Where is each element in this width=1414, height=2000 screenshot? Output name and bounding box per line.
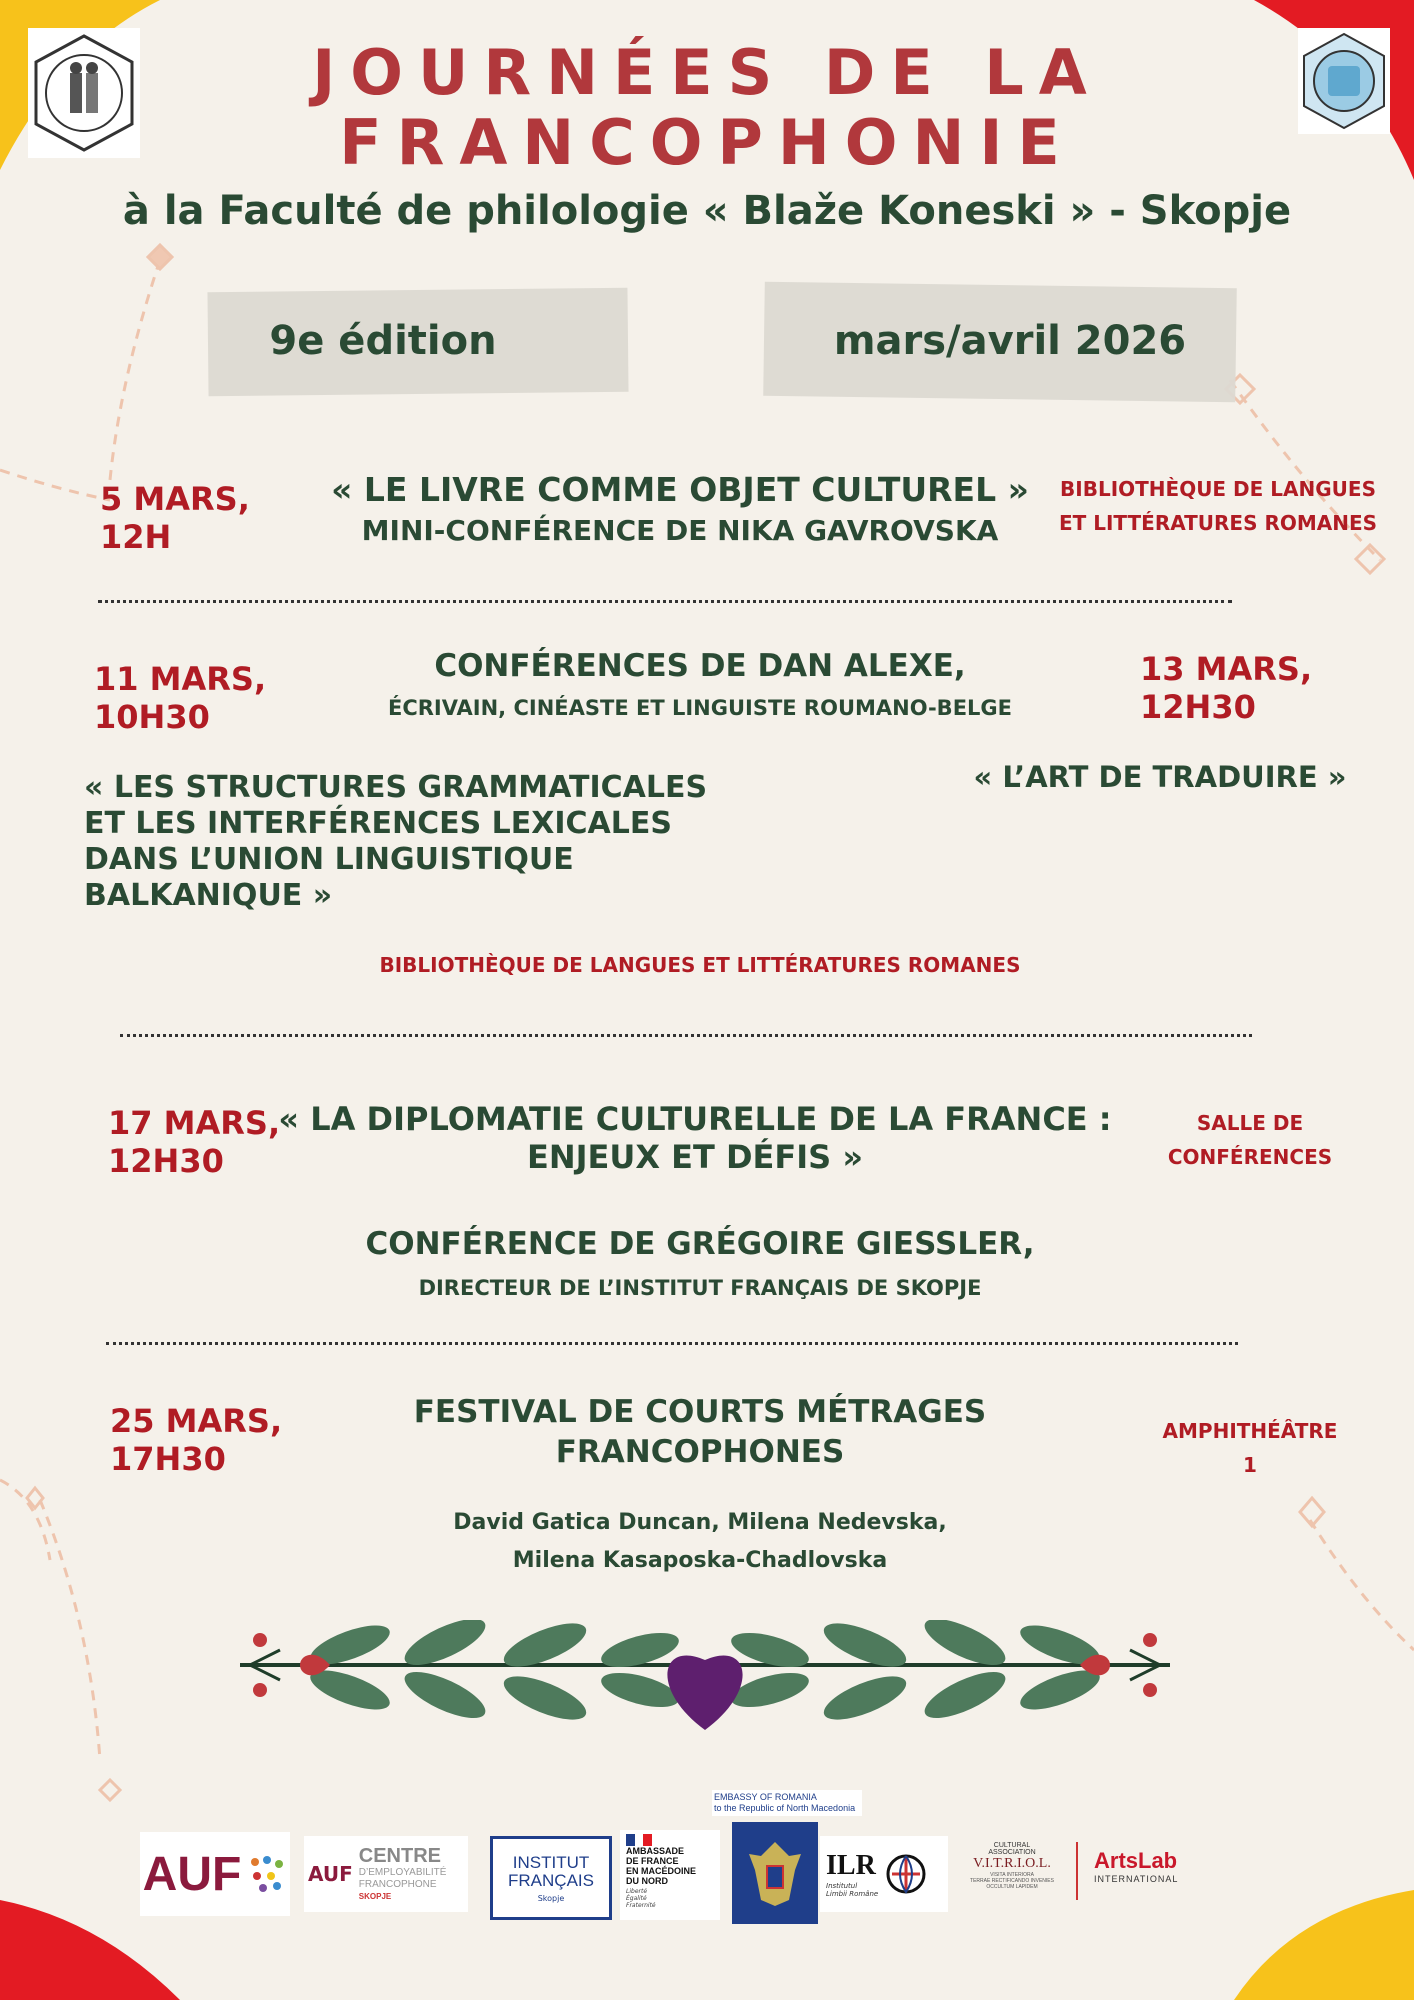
event-1-time: 12H [100,518,172,556]
ambassade-line-2: DE FRANCE [626,1856,679,1866]
event-3-day: 17 MARS, [108,1104,281,1142]
ambassade-line-1: AMBASSADE [626,1846,685,1856]
centre-line-3: FRANCOPHONE [358,1879,437,1890]
event-2-subtitle: ÉCRIVAIN, CINÉASTE ET LINGUISTE ROUMANO-BELGE [387,696,1013,720]
centre-line-2: D’EMPLOYABILITÉ [358,1867,447,1878]
event-2-talk-left-line-2: ET LES INTERFÉRENCES LEXICALES [84,806,672,841]
vitriol-line-3: V.I.T.R.I.O.L. [973,1856,1051,1871]
event-3-title-line-1: « LA DIPLOMATIE CULTURELLE DE LA FRANCE : [278,1100,1112,1138]
event-1-location [1058,472,1378,540]
vitriol-line-4: VISITA INTERIORA [990,1872,1034,1878]
romania-embassy-text [712,1790,862,1816]
centre-line-1: CENTRE [358,1845,441,1867]
divider-1 [98,600,1232,603]
centre-text-block [359,1845,447,1903]
divider-2 [120,1034,1252,1037]
institut-line-3: Skopje [537,1893,565,1903]
french-flag-icon [626,1834,652,1846]
ambassade-text [626,1846,696,1886]
event-4-location [1140,1414,1360,1482]
event-1-title: « LE LIVRE COMME OBJET CULTUREL » [331,470,1029,509]
event-2-date-left [94,660,266,736]
romania-coat-of-arms-icon [732,1822,818,1924]
romania-line-1: EMBASSY OF ROMANIA [714,1792,817,1802]
event-1-location-line-2: ET LITTÉRATURES ROMANES [1058,511,1378,535]
event-4-title [300,1392,1100,1472]
ambassade-motto-1: Liberté [626,1888,648,1895]
ambassade-motto-3: Fraternité [626,1902,656,1909]
centre-brand-text: AUF [308,1862,353,1886]
event-1-date [100,480,250,556]
ambassade-line-3: EN MACÉDOINE [626,1866,697,1876]
artslab-divider [1076,1842,1078,1900]
event-3-speaker: CONFÉRENCE DE GRÉGOIRE GIESSLER, [365,1226,1035,1262]
ilr-text [826,1850,878,1898]
artslab-logo [1094,1848,1178,1884]
romania-line-2: to the Republic of North Macedonia [714,1803,856,1813]
edition-label: 9e édition [269,318,497,364]
artslab-line-1: ArtsLab [1094,1848,1178,1873]
event-3-date [108,1104,280,1180]
event-2-talk-left-line-1: « LES STRUCTURES GRAMMATICALES [84,770,708,805]
main-title [0,38,1414,178]
vitriol-line-5: TERRAE RECTIFICANDO INVENIES [970,1878,1054,1884]
event-2-talk-left-line-3: DANS L’UNION LINGUISTIQUE [84,842,574,877]
auf-logo-text: AUF [142,1847,242,1901]
ambassade-france-logo [620,1830,720,1920]
event-3-title-line-2: ENJEUX ET DÉFIS » [526,1138,864,1176]
centre-line-4: SKOPJE [358,1892,392,1901]
ilr-mark: ILR [826,1850,876,1881]
subtitle: à la Faculté de philologie « Blaže Koneski » - Skopje [122,188,1292,234]
divider-3 [106,1342,1238,1345]
event-3-location-line-1: SALLE DE [1196,1111,1304,1135]
event-2-time-left: 10H30 [94,698,210,736]
event-1-subtitle: MINI-CONFÉRENCE DE NIKA GAVROVSKA [361,514,999,547]
vitriol-line-1: CULTURAL [993,1842,1031,1849]
event-2-time-right: 12H30 [1140,688,1256,726]
event-2-location: BIBLIOTHÈQUE DE LANGUES ET LITTÉRATURES ROMANES [379,953,1021,977]
event-2-day-right: 13 MARS, [1140,650,1313,688]
institut-francais-logo [490,1836,612,1920]
ambassade-motto [626,1888,656,1909]
centre-employabilite-logo [304,1836,468,1912]
event-3-location [1140,1106,1360,1174]
ambassade-motto-2: Égalité [626,1895,647,1902]
event-4-people-line-1: David Gatica Duncan, Milena Nedevska, [453,1510,947,1535]
event-2-talk-left [84,770,707,914]
event-4-title-line-1: FESTIVAL DE COURTS MÉTRAGES [413,1394,987,1430]
event-4-location-line-2: 1 [1243,1453,1257,1477]
institut-line-2: FRANÇAIS [508,1870,594,1890]
event-4-title-line-2: FRANCOPHONES [555,1434,845,1470]
event-1-day: 5 MARS, [100,480,250,518]
vitriol-logo [962,1842,1062,1890]
vitriol-line-2: ASSOCIATION [988,1849,1036,1856]
event-4-time: 17H30 [110,1440,226,1478]
ilr-logo [820,1836,948,1912]
event-2-talk-right: « L’ART DE TRADUIRE » [973,760,1347,794]
vitriol-line-6: OCCULTUM LAPIDEM [986,1884,1038,1890]
institut-line-1: INSTITUT [512,1852,590,1872]
event-2-date-right [1140,650,1312,726]
auf-dots-icon [247,1854,287,1894]
event-3-location-line-2: CONFÉRENCES [1167,1145,1333,1169]
main-title-line-1: JOURNÉES DE LA [312,36,1102,109]
event-4-people-line-2: Milena Kasaposka-Chadlovska [512,1548,888,1573]
event-4-location-line-1: AMPHITHÉÂTRE [1162,1419,1338,1443]
event-3-title [270,1100,1120,1176]
ilr-line-1: Institutul [826,1882,858,1890]
floral-heart-ornament [230,1620,1180,1770]
ilr-line-2: Limbii Române [826,1890,879,1898]
auf-logo [140,1832,290,1916]
globe-icon [884,1852,928,1896]
event-1-location-line-1: BIBLIOTHÈQUE DE LANGUES [1060,477,1376,501]
artslab-line-2: INTERNATIONAL [1094,1874,1179,1884]
period-label: mars/avril 2026 [833,318,1187,364]
event-2-title: CONFÉRENCES DE DAN ALEXE, [434,648,966,684]
event-4-people [300,1504,1100,1580]
event-4-date [110,1402,282,1478]
event-4-day: 25 MARS, [110,1402,283,1440]
main-title-line-2: FRANCOPHONIE [339,106,1075,179]
event-3-time: 12H30 [108,1142,224,1180]
event-2-day-left: 11 MARS, [94,660,267,698]
event-2-talk-left-line-4: BALKANIQUE » [84,878,333,913]
ambassade-line-4: DU NORD [626,1876,668,1886]
event-3-speaker-role: DIRECTEUR DE L’INSTITUT FRANÇAIS DE SKOPJE [418,1276,982,1300]
